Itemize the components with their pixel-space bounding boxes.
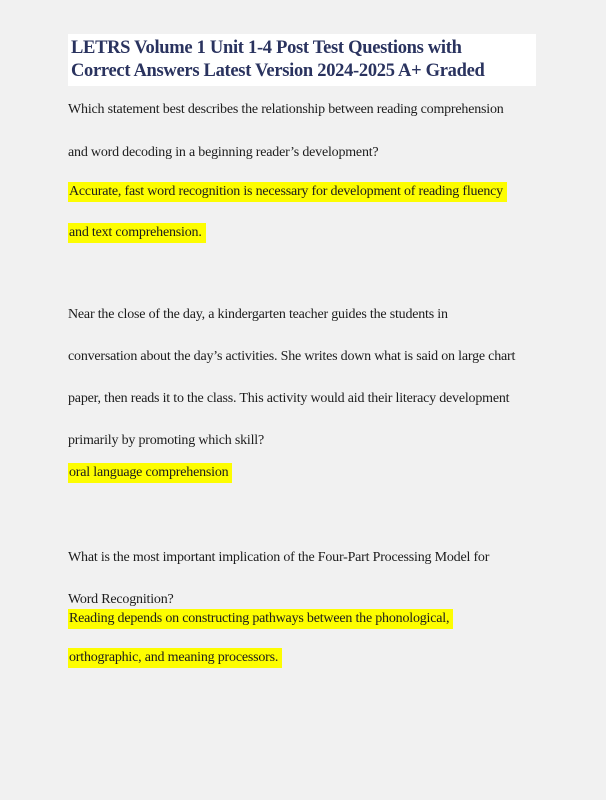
title-line-2: Correct Answers Latest Version 2024-2025 A+ Graded: [71, 60, 485, 81]
question-3-line-1: What is the most important implication of the Four-Part Processing Model for: [68, 550, 490, 565]
document-title: [68, 34, 536, 86]
highlighted-answer-text: Reading depends on constructing pathways between the phonological,: [68, 609, 453, 629]
question-2-line-2: conversation about the day’s activities. She writes down what is said on large chart: [68, 349, 516, 364]
question-3-line-2: Word Recognition?: [68, 592, 174, 607]
highlighted-answer-text: orthographic, and meaning processors.: [68, 648, 282, 668]
answer-2-line-1: [68, 462, 232, 484]
question-1-line-2: and word decoding in a beginning reader’s development?: [68, 145, 379, 160]
highlighted-answer-text: and text comprehension.: [68, 223, 206, 243]
question-2-line-4: primarily by promoting which skill?: [68, 433, 264, 448]
answer-3-line-2: [68, 647, 282, 669]
question-2-line-3: paper, then reads it to the class. This activity would aid their literacy development: [68, 391, 510, 406]
title-line-1: LETRS Volume 1 Unit 1-4 Post Test Questions with: [71, 38, 462, 58]
highlighted-answer-text: oral language comprehension: [68, 463, 232, 483]
answer-3-line-1: [68, 608, 453, 630]
answer-1-line-2: [68, 222, 206, 244]
highlighted-answer-text: Accurate, fast word recognition is necessary for development of reading fluency: [68, 182, 507, 202]
question-2-line-1: Near the close of the day, a kindergarten teacher guides the students in: [68, 307, 448, 322]
answer-1-line-1: [68, 181, 507, 203]
question-1-line-1: Which statement best describes the relationship between reading comprehension: [68, 102, 504, 117]
